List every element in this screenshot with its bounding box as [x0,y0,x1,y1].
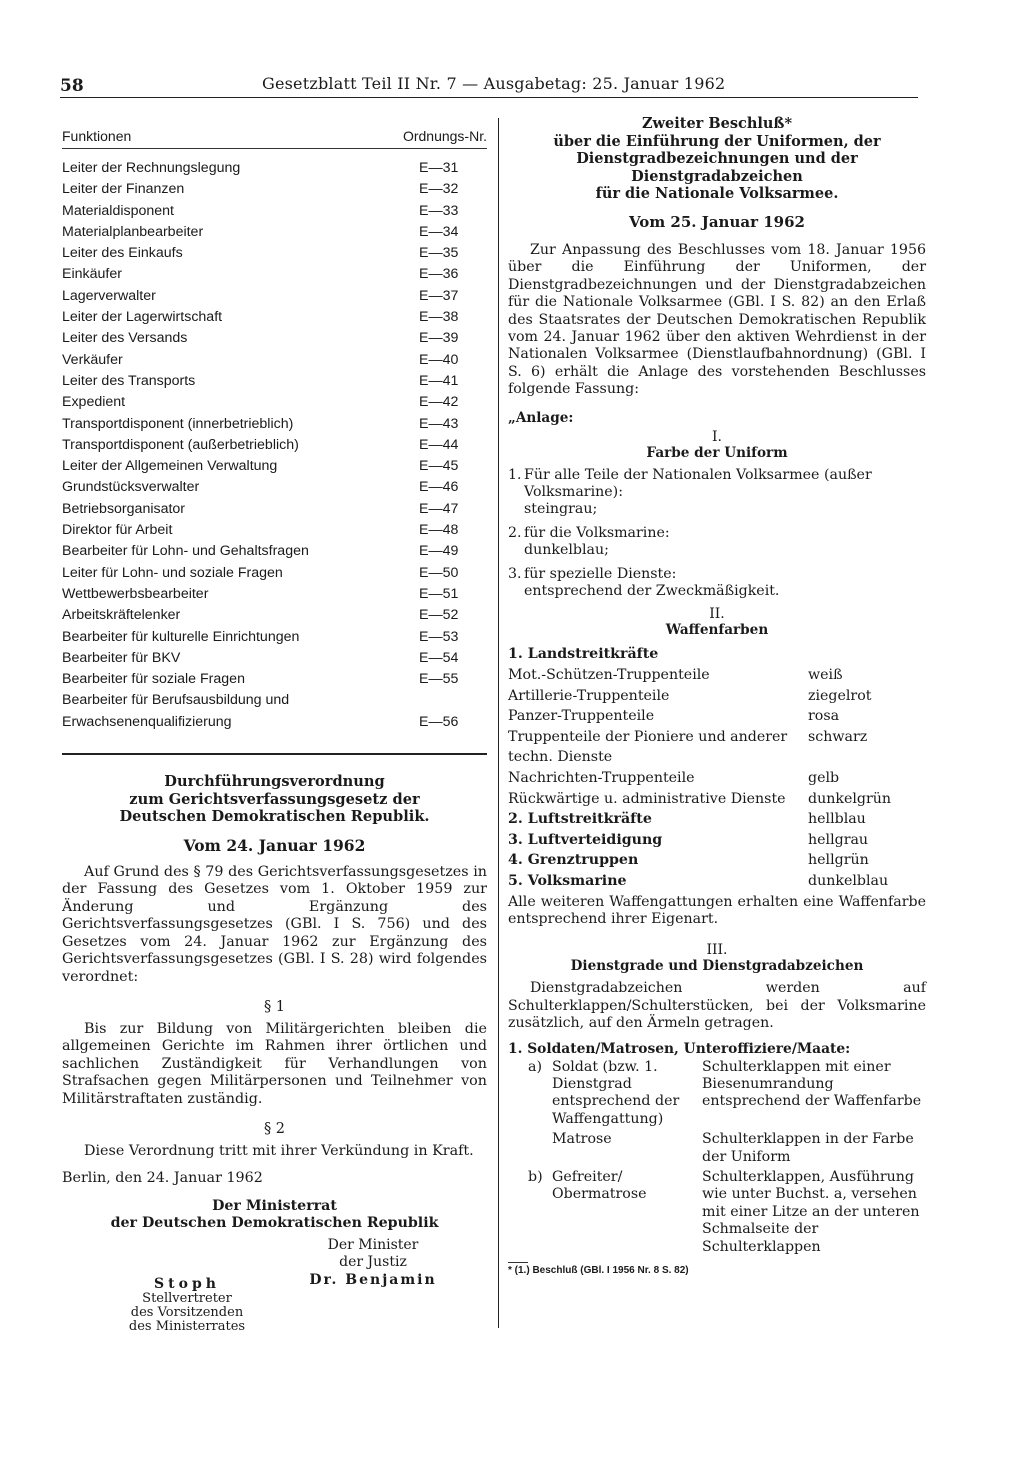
list-item [508,809,926,830]
troop-type: Nachrichten-Truppenteile [508,770,695,787]
col-header-function: Funktionen [62,128,132,144]
footnote: * (1.) Beschluß (GBl. I 1956 Nr. 8 S. 82) [508,1265,689,1277]
section-1-mark: § 1 [263,998,286,1015]
rank-label [508,1131,548,1166]
part-2-number: II. [709,606,725,623]
weapon-color: hellgrau [808,831,869,848]
function-name: Bearbeiter für kulturelle Einrichtungen [62,628,300,645]
function-name: Bearbeiter für soziale Fragen [62,671,245,688]
minister-line: der Justiz [339,1254,407,1271]
weapon-color: dunkelgrün [808,790,892,807]
section-1-text: Bis zur Bildung von Militärgerichten bleiben die allgemeinen Gerichte im Rahmen ihrer örtlichen und sachlichen Zuständigkeit für Verhandlungen von Strafsachen gegen Militärpersonen und Teilnehmer von Militärstraftaten zuständig. [62,1020,487,1108]
order-number: E—35 [419,245,459,262]
weapon-color: rosa [808,708,840,725]
table-row [62,541,487,562]
order-number: E—54 [419,649,459,666]
order-number: E—32 [419,181,459,198]
list-item [508,566,926,601]
order-number: E—51 [419,585,459,602]
rank-desc: Schulterklappen in der Farbe der Uniform [702,1131,914,1165]
table-row [62,179,487,200]
item-text: Für alle Teile der Nationalen Volksarmee (außer Volksmarine): [524,466,872,501]
table-row [62,264,487,285]
order-number: E—53 [419,628,459,645]
troop-type: Panzer-Truppenteile [508,708,655,725]
function-name: Leiter der Finanzen [62,181,185,198]
function-name: Bearbeiter für BKV [62,649,181,666]
function-name: Materialdisponent [62,202,174,219]
list-item [508,1131,926,1166]
order-number: E—36 [419,266,459,283]
function-name: Expedient [62,394,126,411]
resolution-title [508,115,926,203]
rank-label: a) [528,1058,542,1075]
functions-table-header [62,128,487,149]
item-body [524,566,926,601]
function-name: Betriebsorganisator [62,500,186,517]
order-number: E—46 [419,479,459,496]
troop-type: Artillerie-Truppenteile [508,687,670,704]
order-number: E—44 [419,436,459,453]
order-number: E—31 [419,160,459,176]
function-name: Materialplanbearbeiter [62,223,204,240]
part-3-intro: Dienstgradabzeichen werden auf Schulterklappen/Schulterstücken, bei der Volksmarine zusätzlich, auf den Ärmeln getragen. [508,980,926,1032]
troop-type: 5. Volksmarine [508,873,627,889]
weapon-color [808,644,926,665]
table-row [62,307,487,328]
resolution-title-line: Zweiter Beschluß* [641,115,793,132]
part-3-number: III. [706,942,728,959]
page-number: 58 [60,76,84,96]
chair-signature [122,1277,252,1334]
function-name: Direktor für Arbeit [62,522,173,539]
troop-type: Mot.-Schützen-Truppenteile [508,667,710,684]
section-2-text: Diese Verordnung tritt mit ihrer Verkündung in Kraft. [84,1142,474,1159]
weapon-note: Alle weiteren Waffengattungen erhalten eine Waffenfarbe entsprechend ihrer Eigenart. [508,893,926,927]
weapon-color: schwarz [808,728,868,745]
order-number: E—34 [419,223,459,240]
function-name: Leiter der Allgemeinen Verwaltung [62,458,278,475]
rank-list [508,1059,926,1256]
table-row [62,627,487,648]
resolution-intro: Zur Anpassung des Beschlusses vom 18. Januar 1956 über die Einführung der Uniformen, der Dienstgradbezeichnungen und der Dienstgradabzeichen für die Nationale Volksarmee (GBl. I S. 82) an den Erlaß des Staatsrates der Deutschen Demokratischen Republik vom 24. Januar 1962 über den aktiven Wehrdienst in der Nationalen Volksarmee (Dienstlaufbahnordnung) (GBl. I S. 6) erhält die Anlage des vorstehenden Beschlusses folgende Fassung: [508,241,926,398]
function-name: Bearbeiter für Berufsausbildung und Erwachsenenqualifizierung [62,692,290,730]
minister-signature [293,1237,453,1290]
list-item [508,1169,926,1256]
minister-line: Der Minister [327,1236,419,1253]
function-name: Leiter des Transports [62,372,196,389]
header-rule [60,97,918,98]
part-3-title: Dienstgrade und Dienstgradabzeichen [570,958,864,975]
function-name: Verkäufer [62,351,123,368]
item-body [524,467,926,519]
order-number: E—41 [419,372,459,389]
table-row [62,584,487,605]
section-rule [62,753,487,755]
function-name: Lagerverwalter [62,287,156,304]
list-item [508,830,926,851]
list-item [508,789,926,810]
order-number: E—40 [419,351,459,368]
troop-type: 1. Landstreitkräfte [508,646,659,663]
decree-title-line: Durchführungsverordnung [164,773,385,791]
function-name: Wettbewerbsbearbeiter [62,585,209,602]
resolution-title-line: über die Einführung der Uniformen, der Dienstgradbezeichnungen und der Dienstgradabzeichen [553,132,881,185]
troop-type: 4. Grenztruppen [508,852,639,869]
decree-title [62,773,487,826]
rank-desc: Schulterklappen, Ausführung wie unter Buchst. a, versehen mit einer Litze an der unteren Schmalseite der Schulterklappen [702,1169,920,1255]
council-line: der Deutschen Demokratischen Republik [110,1215,439,1232]
order-number: E—49 [419,543,459,560]
order-number: E—38 [419,309,459,326]
decree-date: Vom 24. Januar 1962 [183,835,366,855]
anlage-label: „Anlage: [508,409,574,426]
function-name: Grundstücksverwalter [62,479,200,496]
order-number: E—33 [419,202,459,219]
decree-preamble: Auf Grund des § 79 des Gerichtsverfassungsgesetzes in der Fassung des Gesetzes vom 1. Oktober 1959 zur Änderung und Ergänzung des Gerichtsverfassungsgesetzes (GBl. I S. 756) und des Gesetzes vom 24. Januar 1962 zur Ergänzung des Gerichtsverfassungsgesetzes (GBl. I S. 28) wird folgendes verordnet: [62,863,487,986]
function-name: Leiter für Lohn- und soziale Fragen [62,564,283,581]
functions-table-body [62,158,487,733]
item-value: entsprechend der Zweckmäßigkeit. [524,583,780,600]
function-name: Arbeitskräftelenker [62,607,181,624]
table-row [62,201,487,222]
table-row [62,669,487,690]
list-item [508,525,926,560]
table-row [62,222,487,243]
troop-type: Rückwärtige u. administrative Dienste [508,790,786,807]
troop-type: Truppenteile der Pioniere und anderer techn. Dienste [508,728,788,766]
place-date: Berlin, den 24. Januar 1962 [62,1170,263,1187]
weapon-color: ziegelrot [808,687,872,704]
weapon-color: dunkelblau [808,873,889,889]
list-item [508,686,926,707]
rank-category-1: 1. Soldaten/Matrosen, Unteroffiziere/Maate: [508,1040,851,1057]
resolution-title-line: für die Nationale Volksarmee. [595,185,839,203]
part-1-title: Farbe der Uniform [646,444,788,461]
right-column [508,115,926,1276]
table-row [62,605,487,626]
function-name: Leiter des Versands [62,330,188,347]
council-line: Der Ministerrat [212,1197,337,1214]
decree-title-line: zum Gerichtsverfassungsgesetz der [129,790,420,808]
item-number: 1. [508,466,522,483]
running-head: Gesetzblatt Teil II Nr. 7 — Ausgabetag: 25. Januar 1962 [262,74,726,93]
table-row [62,520,487,541]
table-row [62,328,487,349]
item-value: steingrau; [524,501,598,518]
item-text: für die Volksmarine: [524,524,670,541]
col-header-number: Ordnungs-Nr. [402,128,487,144]
item-value: dunkelblau; [524,542,609,559]
resolution-date: Vom 25. Januar 1962 [629,212,805,231]
function-name: Leiter der Lagerwirtschaft [62,309,223,326]
item-text: für spezielle Dienste: [524,565,677,582]
weapon-color: hellblau [808,811,866,828]
chair-line: des Vorsitzenden [130,1304,244,1320]
function-name: Einkäufer [62,266,122,283]
item-number: 2. [508,524,522,541]
list-item [508,644,926,665]
table-row [62,477,487,498]
function-name: Leiter der Rechnungslegung [62,160,241,176]
item-body [524,525,926,560]
column-divider [498,118,499,1328]
function-name: Bearbeiter für Lohn- und Gehaltsfragen [62,543,309,560]
troop-type: 2. Luftstreitkräfte [508,811,652,828]
minister-name: Dr. Benjamin [309,1271,437,1288]
function-name: Leiter des Einkaufs [62,245,183,262]
table-row [62,499,487,520]
table-row [62,243,487,264]
order-number: E—45 [419,458,459,475]
table-row [62,435,487,456]
order-number: E—48 [419,522,459,539]
table-row [62,286,487,307]
weapon-color-list [508,644,926,891]
uniform-color-list [508,467,926,601]
table-row [62,690,487,733]
order-number: E—39 [419,330,459,347]
weapon-color: gelb [808,770,840,787]
weapon-color: hellgrün [808,852,869,869]
list-item [508,768,926,789]
function-name: Transportdisponent (innerbetrieblich) [62,415,294,432]
order-number: E—56 [419,713,459,730]
table-row [62,414,487,435]
list-item [508,727,926,768]
rank-label: b) [528,1169,543,1186]
table-row [62,563,487,584]
list-item [508,467,926,519]
part-2-title: Waffenfarben [665,622,769,639]
table-row [62,392,487,413]
order-number: E—50 [419,564,459,581]
rank-desc: Schulterklappen mit einer Biesenumrandung entsprechend der Waffenfarbe [702,1058,922,1110]
list-item [508,706,926,727]
item-number: 3. [508,565,522,582]
order-number: E—37 [419,287,459,304]
order-number: E—43 [419,415,459,432]
chair-name: Stoph [154,1275,220,1292]
decree-title-line: Deutschen Demokratischen Republik. [119,808,430,826]
rank-term: Soldat (bzw. 1. Dienstgrad entsprechend der Waffengattung) [552,1058,680,1127]
table-row [62,158,487,179]
order-number: E—47 [419,500,459,517]
chair-line: des Ministerrates [128,1318,246,1334]
list-item [508,1059,926,1129]
table-row [62,371,487,392]
table-row [62,456,487,477]
troop-type: 3. Luftverteidigung [508,831,663,848]
rank-term: Matrose [552,1131,612,1148]
part-1-number: I. [712,428,722,445]
order-number: E—42 [419,394,459,411]
council-name [62,1198,487,1233]
order-number: E—52 [419,607,459,624]
function-name: Transportdisponent (außerbetrieblich) [62,436,299,453]
section-2-mark: § 2 [263,1120,286,1137]
rank-term: Gefreiter/ Obermatrose [552,1169,647,1203]
weapon-color: weiß [808,667,843,684]
footnote-rule [508,1262,528,1263]
list-item [508,850,926,871]
order-number: E—55 [419,671,459,688]
signature-block [62,1237,487,1337]
table-row [62,350,487,371]
list-item [508,665,926,686]
left-column [62,128,487,1337]
table-row [62,648,487,669]
list-item [508,871,926,892]
chair-line: Stellvertreter [142,1290,232,1306]
